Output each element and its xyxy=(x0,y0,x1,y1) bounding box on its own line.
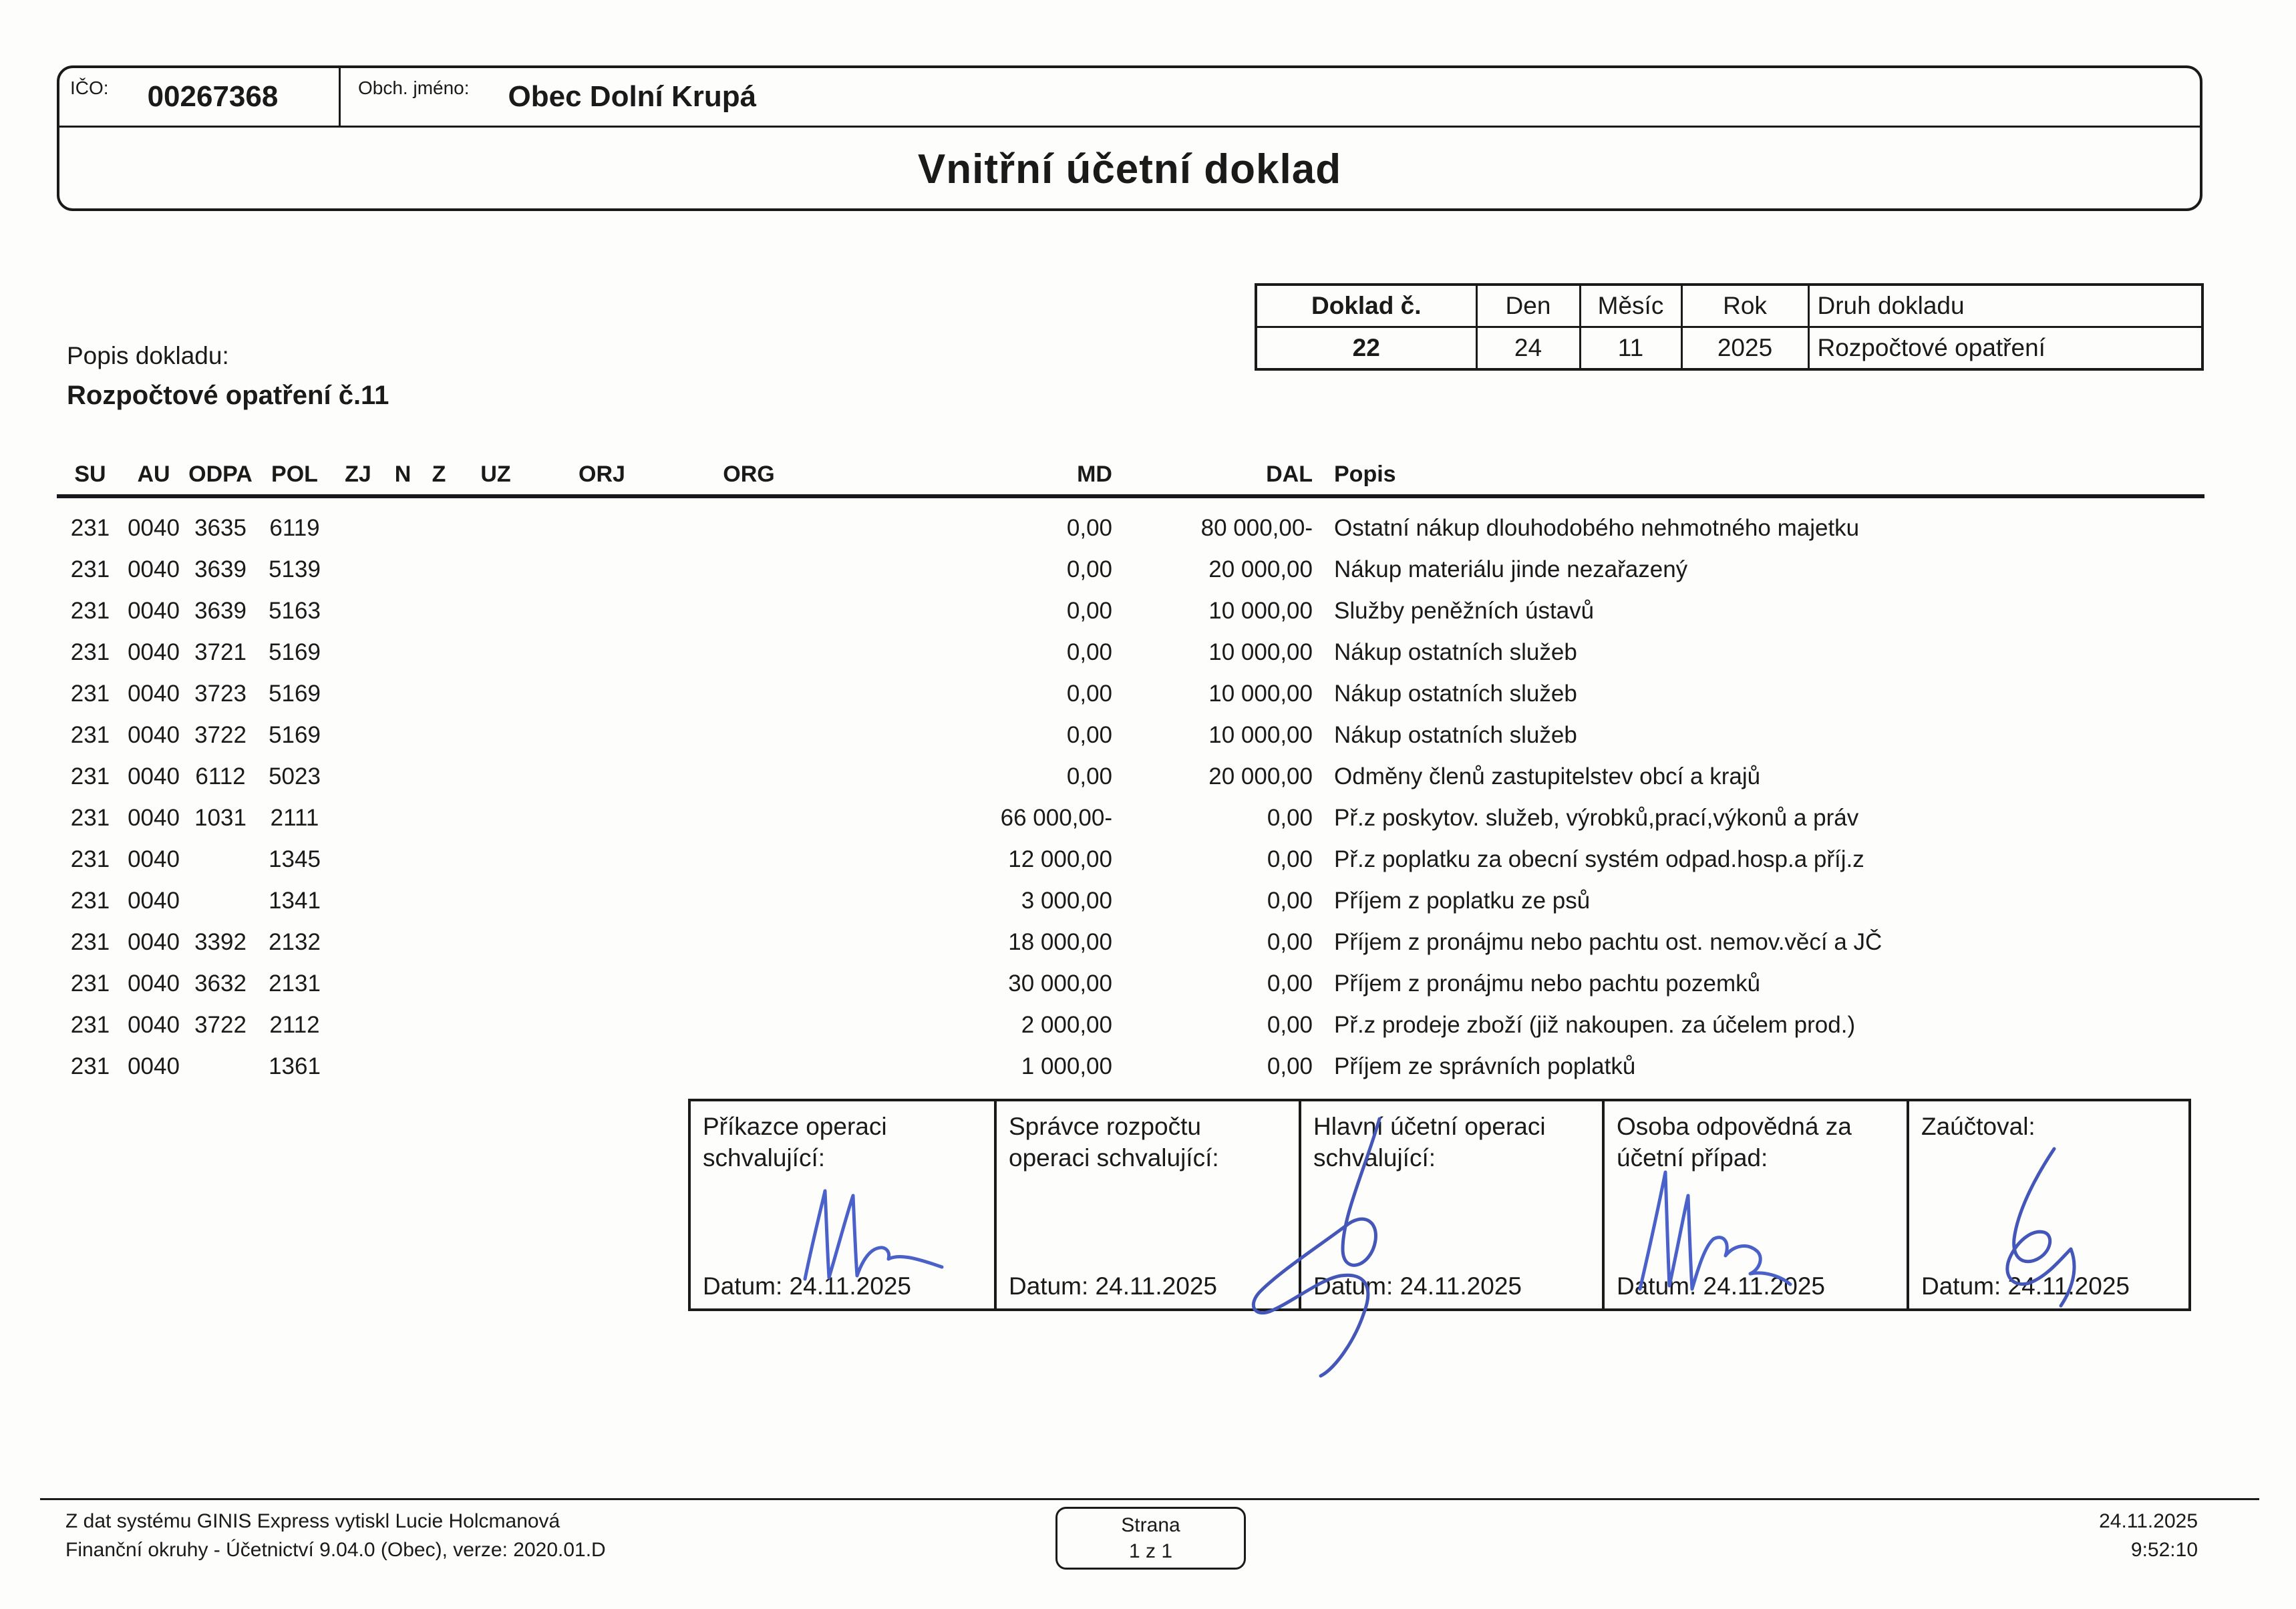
cell-dal: 20 000,00 xyxy=(1208,763,1313,789)
cell-odpa: 3639 xyxy=(194,598,247,624)
cell-popis: Ostatní nákup dlouhodobého nehmotného majetku xyxy=(1334,515,1860,541)
signature-label: Osoba odpovědná za účetní případ: xyxy=(1617,1113,1852,1172)
cell-au: 0040 xyxy=(128,1012,180,1038)
cell-dal: 0,00 xyxy=(1267,805,1313,831)
cell-su: 231 xyxy=(70,846,110,872)
cell-md: 12 000,00 xyxy=(1008,846,1112,872)
cell-odpa xyxy=(184,880,257,922)
cell-orj xyxy=(535,715,669,756)
cell-orj xyxy=(535,590,669,632)
cell-au: 0040 xyxy=(128,888,180,914)
company-name-label: Obch. jméno: xyxy=(358,77,470,98)
popis-dokladu-value: Rozpočtové opatření č.11 xyxy=(67,381,389,410)
popis-dokladu-label: Popis dokladu: xyxy=(67,342,229,369)
cell-uz xyxy=(456,963,535,1005)
booking-table-body xyxy=(57,496,2204,1087)
cell-odpa: 3392 xyxy=(194,929,247,955)
cell-orj xyxy=(535,880,669,922)
col-header-su: SU xyxy=(57,456,124,496)
doklad-mesic-value: 11 xyxy=(1580,327,1681,370)
cell-su: 231 xyxy=(70,763,110,789)
cell-popis: Odměny členů zastupitelstev obcí a krajů xyxy=(1334,763,1761,789)
cell-dal: 0,00 xyxy=(1267,1053,1313,1079)
title-row xyxy=(59,128,2200,211)
cell-md: 0,00 xyxy=(1066,515,1112,541)
cell-orj xyxy=(535,963,669,1005)
booking-line-row xyxy=(57,1005,2204,1046)
doklad-info-table xyxy=(1255,283,2204,371)
cell-su: 231 xyxy=(70,556,110,582)
cell-org xyxy=(669,496,829,549)
signature-label: Zaúčtoval: xyxy=(1921,1113,2035,1140)
cell-uz xyxy=(456,922,535,963)
cell-dal: 0,00 xyxy=(1267,846,1313,872)
cell-popis: Příjem z pronájmu nebo pachtu ost. nemov.věcí a JČ xyxy=(1334,929,1882,955)
doklad-rok-value: 2025 xyxy=(1681,327,1808,370)
cell-dal: 0,00 xyxy=(1267,970,1313,997)
signature-box-spravce-rozpoctu xyxy=(994,1099,1301,1311)
cell-n xyxy=(384,1046,422,1087)
cell-pol: 1361 xyxy=(269,1053,321,1079)
col-header-orj: ORJ xyxy=(535,456,669,496)
cell-zj xyxy=(332,922,384,963)
cell-pol: 5023 xyxy=(269,763,321,789)
cell-zj xyxy=(332,880,384,922)
cell-popis: Příjem z poplatku ze psů xyxy=(1334,888,1591,914)
cell-pol: 2111 xyxy=(270,805,319,831)
booking-line-row xyxy=(57,963,2204,1005)
cell-zj xyxy=(332,1005,384,1046)
cell-pol: 5139 xyxy=(269,556,321,582)
cell-md: 0,00 xyxy=(1066,763,1112,789)
cell-uz xyxy=(456,1005,535,1046)
cell-n xyxy=(384,922,422,963)
cell-dal: 80 000,00- xyxy=(1200,515,1313,541)
cell-org xyxy=(669,963,829,1005)
cell-su: 231 xyxy=(70,970,110,997)
signature-box-zauctoval xyxy=(1907,1099,2191,1311)
cell-su: 231 xyxy=(70,805,110,831)
footer-divider xyxy=(40,1498,2259,1500)
cell-pol: 1345 xyxy=(269,846,321,872)
cell-popis: Nákup materiálu jinde nezařazený xyxy=(1334,556,1688,582)
col-header-pol: POL xyxy=(257,456,332,496)
cell-orj xyxy=(535,797,669,839)
booking-line-row xyxy=(57,673,2204,715)
cell-zj xyxy=(332,496,384,549)
cell-md: 66 000,00- xyxy=(1000,805,1112,831)
doklad-druh-header: Druh dokladu xyxy=(1808,285,2202,327)
cell-au: 0040 xyxy=(128,929,180,955)
cell-n xyxy=(384,839,422,880)
cell-z xyxy=(422,673,456,715)
cell-popis: Služby peněžních ústavů xyxy=(1334,598,1595,624)
cell-popis: Nákup ostatních služeb xyxy=(1334,639,1577,665)
cell-org xyxy=(669,922,829,963)
col-header-popis: Popis xyxy=(1317,456,2204,496)
booking-line-row xyxy=(57,1046,2204,1087)
cell-su: 231 xyxy=(70,639,110,665)
cell-uz xyxy=(456,632,535,673)
cell-pol: 1341 xyxy=(269,888,321,914)
cell-z xyxy=(422,1046,456,1087)
document-title: Vnitřní účetní doklad xyxy=(917,146,1342,192)
cell-n xyxy=(384,963,422,1005)
cell-n xyxy=(384,880,422,922)
cell-md: 0,00 xyxy=(1066,556,1112,582)
cell-z xyxy=(422,756,456,797)
company-name-cell xyxy=(341,68,2200,126)
cell-orj xyxy=(535,549,669,590)
cell-orj xyxy=(535,756,669,797)
cell-odpa xyxy=(184,1046,257,1087)
cell-n xyxy=(384,496,422,549)
cell-orj xyxy=(535,496,669,549)
booking-line-row xyxy=(57,797,2204,839)
signature-box-hlavni-ucetni xyxy=(1299,1099,1605,1311)
doklad-rok-header: Rok xyxy=(1681,285,1808,327)
cell-su: 231 xyxy=(70,515,110,541)
cell-pol: 6119 xyxy=(269,515,320,541)
cell-au: 0040 xyxy=(128,515,180,541)
cell-org xyxy=(669,715,829,756)
page-number-box xyxy=(1055,1507,1246,1570)
cell-md: 0,00 xyxy=(1066,681,1112,707)
page-value: 1 z 1 xyxy=(1128,1540,1173,1562)
cell-odpa: 1031 xyxy=(194,805,247,831)
col-header-z: Z xyxy=(422,456,456,496)
cell-popis: Příjem ze správních poplatků xyxy=(1334,1053,1636,1079)
doklad-header-row xyxy=(1256,285,2202,327)
cell-zj xyxy=(332,963,384,1005)
signature-date: Datum: 24.11.2025 xyxy=(1921,1272,2130,1300)
col-header-au: AU xyxy=(124,456,184,496)
doklad-druh-value: Rozpočtové opatření xyxy=(1808,327,2202,370)
cell-zj xyxy=(332,797,384,839)
cell-uz xyxy=(456,797,535,839)
cell-org xyxy=(669,549,829,590)
cell-odpa: 3722 xyxy=(194,1012,247,1038)
ico-label: IČO: xyxy=(70,77,109,98)
cell-md: 0,00 xyxy=(1066,639,1112,665)
cell-odpa: 3722 xyxy=(194,722,247,748)
cell-su: 231 xyxy=(70,598,110,624)
cell-pol: 2132 xyxy=(269,929,321,955)
footer-system-line1: Z dat systému GINIS Express vytiskl Lucie Holcmanová xyxy=(65,1510,560,1532)
cell-odpa xyxy=(184,839,257,880)
signature-label: Příkazce operaci schvalující: xyxy=(703,1113,887,1172)
cell-org xyxy=(669,839,829,880)
col-header-odpa: ODPA xyxy=(184,456,257,496)
doklad-mesic-header: Měsíc xyxy=(1580,285,1681,327)
page-label: Strana xyxy=(1121,1514,1180,1536)
cell-dal: 20 000,00 xyxy=(1208,556,1313,582)
document-header-box xyxy=(57,65,2202,211)
cell-zj xyxy=(332,673,384,715)
cell-popis: Př.z prodeje zboží (již nakoupen. za účelem prod.) xyxy=(1334,1012,1856,1038)
cell-orj xyxy=(535,1005,669,1046)
cell-z xyxy=(422,839,456,880)
footer-system-info xyxy=(65,1507,606,1564)
cell-pol: 5169 xyxy=(269,722,321,748)
doklad-den-header: Den xyxy=(1476,285,1580,327)
cell-uz xyxy=(456,496,535,549)
booking-line-row xyxy=(57,590,2204,632)
cell-odpa: 6112 xyxy=(195,763,246,789)
signature-boxes xyxy=(688,1099,2191,1311)
cell-su: 231 xyxy=(70,1012,110,1038)
cell-popis: Nákup ostatních služeb xyxy=(1334,722,1577,748)
booking-line-row xyxy=(57,756,2204,797)
col-header-md: MD xyxy=(829,456,1116,496)
cell-dal: 0,00 xyxy=(1267,929,1313,955)
cell-su: 231 xyxy=(70,929,110,955)
booking-table-header-row xyxy=(57,456,2204,496)
cell-au: 0040 xyxy=(128,598,180,624)
col-header-n: N xyxy=(384,456,422,496)
cell-z xyxy=(422,922,456,963)
cell-odpa: 3721 xyxy=(194,639,247,665)
cell-popis: Př.z poplatku za obecní systém odpad.hosp.a příj.z xyxy=(1334,846,1864,872)
cell-orj xyxy=(535,673,669,715)
cell-au: 0040 xyxy=(128,681,180,707)
cell-n xyxy=(384,1005,422,1046)
cell-au: 0040 xyxy=(128,805,180,831)
cell-uz xyxy=(456,839,535,880)
cell-z xyxy=(422,963,456,1005)
cell-zj xyxy=(332,590,384,632)
cell-zj xyxy=(332,715,384,756)
cell-z xyxy=(422,496,456,549)
cell-su: 231 xyxy=(70,722,110,748)
cell-n xyxy=(384,632,422,673)
cell-uz xyxy=(456,715,535,756)
cell-au: 0040 xyxy=(128,846,180,872)
cell-au: 0040 xyxy=(128,556,180,582)
col-header-uz: UZ xyxy=(456,456,535,496)
cell-uz xyxy=(456,590,535,632)
signature-date: Datum: 24.11.2025 xyxy=(703,1272,911,1300)
cell-z xyxy=(422,549,456,590)
cell-zj xyxy=(332,1046,384,1087)
signature-date: Datum: 24.11.2025 xyxy=(1313,1272,1522,1300)
cell-pol: 5169 xyxy=(269,681,321,707)
cell-z xyxy=(422,590,456,632)
cell-uz xyxy=(456,880,535,922)
cell-au: 0040 xyxy=(128,1053,180,1079)
cell-uz xyxy=(456,673,535,715)
cell-zj xyxy=(332,632,384,673)
cell-odpa: 3632 xyxy=(194,970,247,997)
booking-line-row xyxy=(57,549,2204,590)
cell-n xyxy=(384,715,422,756)
cell-au: 0040 xyxy=(128,722,180,748)
booking-lines-table xyxy=(57,456,2204,1087)
cell-zj xyxy=(332,549,384,590)
cell-md: 0,00 xyxy=(1066,598,1112,624)
cell-orj xyxy=(535,1046,669,1087)
ico-cell xyxy=(59,68,341,126)
cell-pol: 5169 xyxy=(269,639,321,665)
signature-label: Správce rozpočtu operaci schvalující: xyxy=(1009,1113,1219,1172)
cell-org xyxy=(669,1005,829,1046)
cell-org xyxy=(669,880,829,922)
booking-line-row xyxy=(57,496,2204,549)
cell-au: 0040 xyxy=(128,639,180,665)
cell-md: 0,00 xyxy=(1066,722,1112,748)
signature-box-prikazce xyxy=(688,1099,997,1311)
cell-uz xyxy=(456,1046,535,1087)
footer-time: 9:52:10 xyxy=(2130,1538,2198,1561)
cell-uz xyxy=(456,549,535,590)
cell-md: 1 000,00 xyxy=(1021,1053,1112,1079)
cell-dal: 0,00 xyxy=(1267,1012,1313,1038)
cell-dal: 10 000,00 xyxy=(1208,639,1313,665)
cell-popis: Př.z poskytov. služeb, výrobků,prací,výkonů a práv xyxy=(1334,805,1859,831)
cell-orj xyxy=(535,632,669,673)
ico-value: 00267368 xyxy=(147,80,279,113)
cell-n xyxy=(384,673,422,715)
cell-md: 3 000,00 xyxy=(1021,888,1112,914)
cell-n xyxy=(384,590,422,632)
cell-z xyxy=(422,632,456,673)
cell-orj xyxy=(535,839,669,880)
cell-md: 2 000,00 xyxy=(1021,1012,1112,1038)
cell-org xyxy=(669,673,829,715)
booking-line-row xyxy=(57,880,2204,922)
footer-system-line2: Finanční okruhy - Účetnictví 9.04.0 (Obec), verze: 2020.01.D xyxy=(65,1538,606,1561)
cell-org xyxy=(669,797,829,839)
booking-line-row xyxy=(57,715,2204,756)
signature-date: Datum: 24.11.2025 xyxy=(1009,1272,1217,1300)
cell-odpa: 3639 xyxy=(194,556,247,582)
cell-org xyxy=(669,632,829,673)
cell-n xyxy=(384,756,422,797)
booking-line-row xyxy=(57,632,2204,673)
cell-z xyxy=(422,797,456,839)
signature-date: Datum: 24.11.2025 xyxy=(1617,1272,1825,1300)
cell-dal: 10 000,00 xyxy=(1208,598,1313,624)
signature-label: Hlavní účetní operaci schvalující: xyxy=(1313,1113,1546,1172)
footer-date: 24.11.2025 xyxy=(2099,1510,2198,1532)
cell-zj xyxy=(332,756,384,797)
cell-au: 0040 xyxy=(128,970,180,997)
cell-n xyxy=(384,797,422,839)
col-header-dal: DAL xyxy=(1116,456,1317,496)
cell-orj xyxy=(535,922,669,963)
signature-box-osoba-odpovedna xyxy=(1602,1099,1909,1311)
cell-org xyxy=(669,1046,829,1087)
booking-line-row xyxy=(57,922,2204,963)
cell-popis: Příjem z pronájmu nebo pachtu pozemků xyxy=(1334,970,1761,997)
cell-au: 0040 xyxy=(128,763,180,789)
cell-dal: 10 000,00 xyxy=(1208,681,1313,707)
cell-z xyxy=(422,880,456,922)
cell-org xyxy=(669,756,829,797)
cell-md: 30 000,00 xyxy=(1008,970,1112,997)
footer-print-datetime xyxy=(2099,1507,2198,1564)
header-identification-row xyxy=(59,68,2200,128)
cell-pol: 5163 xyxy=(269,598,321,624)
doklad-cislo-header: Doklad č. xyxy=(1256,285,1476,327)
doklad-cislo-value: 22 xyxy=(1256,327,1476,370)
cell-z xyxy=(422,715,456,756)
cell-odpa: 3635 xyxy=(194,515,247,541)
cell-su: 231 xyxy=(70,681,110,707)
cell-pol: 2131 xyxy=(269,970,321,997)
cell-odpa: 3723 xyxy=(194,681,247,707)
cell-org xyxy=(669,590,829,632)
cell-zj xyxy=(332,839,384,880)
col-header-zj: ZJ xyxy=(332,456,384,496)
cell-dal: 0,00 xyxy=(1267,888,1313,914)
company-name-value: Obec Dolní Krupá xyxy=(508,80,757,113)
doklad-value-row xyxy=(1256,327,2202,370)
col-header-org: ORG xyxy=(669,456,829,496)
cell-uz xyxy=(456,756,535,797)
cell-z xyxy=(422,1005,456,1046)
cell-su: 231 xyxy=(70,1053,110,1079)
cell-md: 18 000,00 xyxy=(1008,929,1112,955)
cell-dal: 10 000,00 xyxy=(1208,722,1313,748)
cell-pol: 2112 xyxy=(269,1012,320,1038)
cell-n xyxy=(384,549,422,590)
doklad-den-value: 24 xyxy=(1476,327,1580,370)
cell-su: 231 xyxy=(70,888,110,914)
cell-popis: Nákup ostatních služeb xyxy=(1334,681,1577,707)
booking-line-row xyxy=(57,839,2204,880)
